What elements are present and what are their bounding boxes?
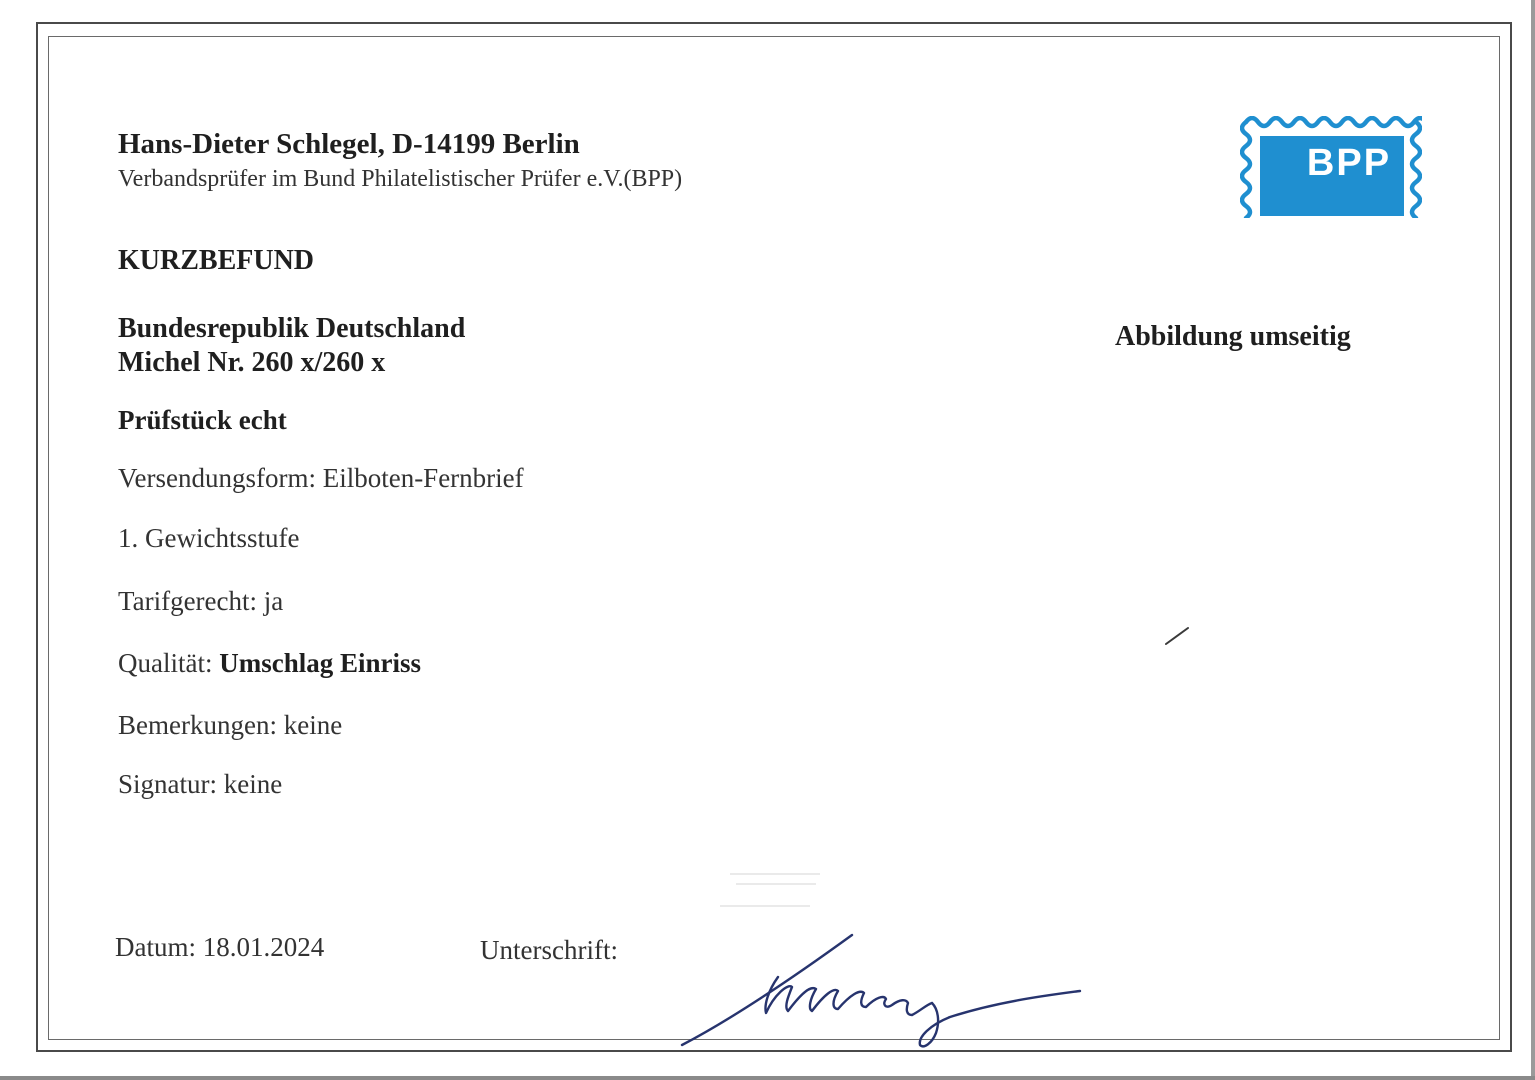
quality-line	[118, 650, 421, 677]
quality-value: Umschlag Einriss	[219, 648, 422, 678]
signature-label: Unterschrift:	[480, 935, 618, 965]
document-type-heading: KURZBEFUND	[118, 245, 315, 276]
scan-edge-right	[1531, 0, 1535, 1080]
scan-edge-bottom	[0, 1076, 1535, 1080]
date-line: Datum: 18.01.2024	[115, 932, 325, 962]
illustration-note: Abbildung umseitig	[1115, 321, 1351, 352]
handwritten-signature-icon	[670, 925, 1090, 1060]
country-line: Bundesrepublik Deutschland	[118, 313, 466, 344]
faint-scan-marks	[700, 860, 850, 920]
remarks-line: Bemerkungen: keine	[118, 710, 343, 740]
tariff-line: Tarifgerecht: ja	[118, 586, 284, 616]
signature-mark-line: Signatur: keine	[118, 769, 283, 799]
verdict-line: Prüfstück echt	[118, 405, 287, 435]
pen-tick-mark	[1162, 624, 1192, 648]
examiner-affiliation: Verbandsprüfer im Bund Philatelistischer Prüfer e.V.(BPP)	[118, 166, 683, 192]
shipping-form-line: Versendungsform: Eilboten-Fernbrief	[118, 463, 524, 493]
weight-class-line: 1. Gewichtsstufe	[118, 523, 300, 553]
examiner-name: Hans-Dieter Schlegel, D-14199 Berlin	[118, 128, 580, 160]
michel-number-line: Michel Nr. 260 x/260 x	[118, 347, 386, 378]
quality-label: Qualität:	[118, 648, 220, 678]
bpp-logo-text: BPP	[1306, 142, 1392, 184]
